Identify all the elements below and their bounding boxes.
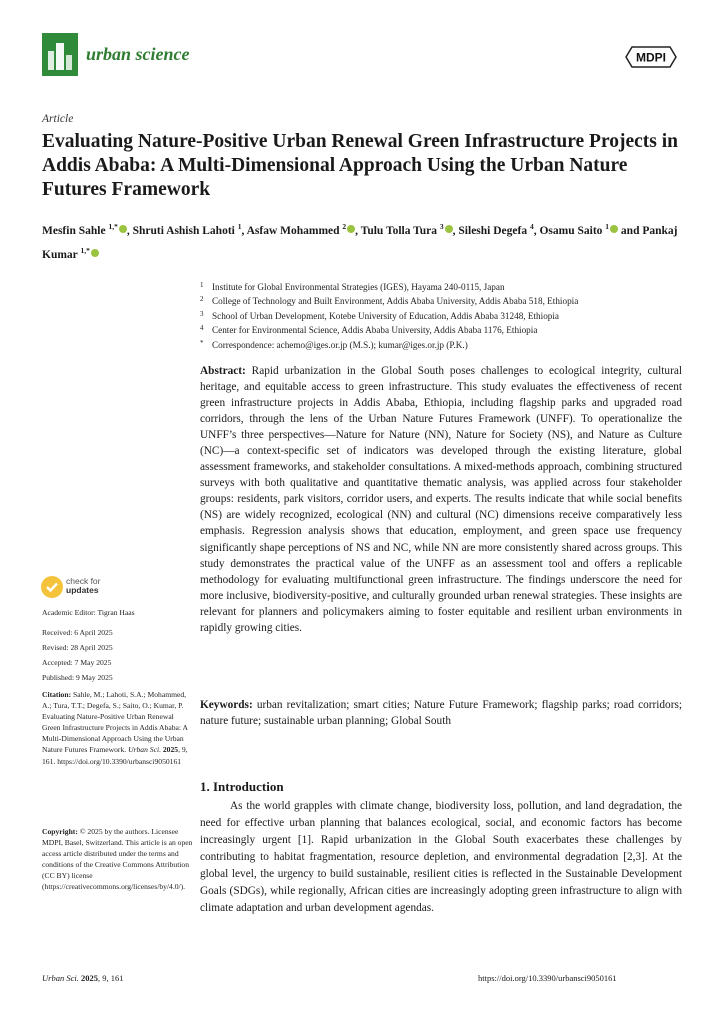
copyright-text: © 2025 by the authors. Licensee MDPI, Basel, Switzerland. This article is an open access article distributed under the terms and conditions of the Creative Commons Attribution (CC BY) license (https://creativecommons.org/licenses/by/4.0/). bbox=[42, 827, 193, 892]
article-title: Evaluating Nature-Positive Urban Renewal Green Infrastructure Projects in Addis Ababa: A Multi-Dimensional Approach Using the Urban Nature Futures Framework bbox=[42, 131, 679, 200]
footer-year: 2025 bbox=[80, 973, 98, 983]
abstract-text: Rapid urbanization in the Global South poses challenges to ecological integrity, cultural heritage, and equitable access to green infrastructure. This study evaluates the effectiveness of recent green infrastructure projects in Addis Ababa, Ethiopia, including flagship parks and upgraded road corridors, through the lens of the Urban Nature Futures Framework (UNFF). To operationalize the UNFF’s three perspectives—Nature for Nature (NN), Nature for Society (NS), and Nature as Culture (NC)—a context-specific set of indicators was developed through the existing literature, global assessment frameworks, and stakeholder consultations. A mixed-methods approach, combining structured surveys with both qualitative and quantitative thematic analysis, was applied across four stakeholder groups: residents, park visitors, corridor users, and experts. The results indicate that while social benefits (NS) are widely recognized, ecological (NN) and cultural (NC) dimensions receive comparatively less emphasis. Regression analysis shows that education, employment, and green space use frequency significantly shape perceptions of NS and NC, while NN are more consistently shared across groups. This study demonstrates the practical value of the UNFF as an assessment tool and offers a replicable methodology for evaluating multifunctional green infrastructure. The findings underscore the need for more inclusive, biodiversity-positive, and culturally grounded urban renewal strategies. These insights are relevant for planners and policymakers aiming to foster equitable and resilient urban environments in rapidly growing cities. bbox=[200, 365, 682, 634]
affiliation-item bbox=[200, 337, 700, 351]
affiliation-text: Correspondence: achemo@iges.or.jp (M.S.); kumar@iges.or.jp (P.K.) bbox=[212, 339, 468, 350]
citation-text: Sahle, M.; Lahoti, S.A.; Mohammed, A.; Tura, T.T.; Degefa, S.; Saito, O.; Kumar, P. Evaluating Nature-Positive Urban Renewal Green Infrastructure Projects in Addis Ababa: A Multi-Dimensional Approach Using the Urban Nature Futures Framework. bbox=[42, 690, 188, 755]
orcid-icon[interactable] bbox=[119, 225, 127, 233]
introduction-paragraph: As the world grapples with climate change, biodiversity loss, pollution, and land degradation, the need for effective urban planning that balances ecological, social, and economic factors has become increasingly urgent [1]. Rapid urbanization in the Global South exacerbates these challenges by contributing to habitat fragmentation, resource depletion, and environmental degradation [2,3]. At the global level, the urgency to build sustainable, resilient cities is reflected in the Sustainable Development Goals (SDGs), while regionally, African cities are increasingly adopting green infrastructure to align with climate adaptation and urban development agendas. bbox=[200, 800, 682, 914]
footer-journal: Urban Sci. bbox=[42, 973, 79, 983]
affiliations bbox=[200, 279, 700, 351]
article-type-label: Article bbox=[42, 113, 74, 125]
affiliation-number: 4 bbox=[200, 324, 204, 333]
author-name[interactable]: Pankaj Kumar bbox=[42, 224, 678, 261]
citation-label: Citation: bbox=[42, 690, 72, 699]
date-accepted: Accepted: 7 May 2025 bbox=[42, 658, 112, 667]
author-name[interactable]: Shruti Ashish Lahoti bbox=[132, 224, 235, 237]
keywords-text: urban revitalization; smart cities; Nature Future Framework; flagship parks; road corridors; nature future; sustainable urban planning; Global South bbox=[200, 699, 682, 727]
author-join: and bbox=[620, 224, 640, 237]
footer-volume: , 9, 161 bbox=[97, 973, 124, 983]
academic-editor: Academic Editor: Tigran Haas bbox=[42, 608, 135, 617]
date-received: Received: 6 April 2025 bbox=[42, 628, 113, 637]
affiliation-item bbox=[200, 279, 700, 293]
affiliation-number: 3 bbox=[200, 309, 204, 318]
citation-block bbox=[42, 689, 194, 767]
abstract bbox=[200, 363, 682, 636]
footer-citation bbox=[42, 973, 123, 983]
affiliation-item bbox=[200, 322, 700, 336]
affiliation-text: School of Urban Development, Kotebe University of Education, Addis Ababa 31248, Ethiopia bbox=[212, 310, 560, 321]
author-name[interactable]: Tulu Tolla Tura bbox=[360, 224, 438, 237]
affiliation-item bbox=[200, 293, 700, 307]
affiliation-item bbox=[200, 308, 700, 322]
author-affiliation-marker: 3 bbox=[439, 222, 444, 231]
abstract-label: Abstract: bbox=[200, 365, 246, 377]
author-list: Mesfin Sahle $^{1,*}$ , Shruti Ashish Lahoti $^1$, Asfaw Mohammed $^2$ , Tulu Tolla Tura $^3$ , Sileshi Degefa $^4$, Osamu Saito $^1$ and Pankaj Kumar $^{1,*}$ bbox=[42, 222, 678, 261]
author-affiliation-marker: 1,* bbox=[80, 245, 90, 255]
date-revised: Revised: 28 April 2025 bbox=[42, 643, 113, 652]
author-name[interactable]: Mesfin Sahle bbox=[42, 224, 106, 237]
affiliation-text: Center for Environmental Science, Addis Ababa University, Addis Ababa 1176, Ethiopia bbox=[212, 325, 538, 336]
orcid-icon[interactable] bbox=[610, 225, 618, 233]
check-line2: updates bbox=[66, 585, 99, 595]
check-for-updates-link[interactable] bbox=[66, 577, 101, 595]
orcid-icon[interactable] bbox=[91, 249, 99, 257]
author-affiliation-marker: 4 bbox=[529, 222, 534, 231]
journal-name[interactable]: urban science bbox=[86, 44, 190, 64]
author-affiliation-marker: 1 bbox=[605, 222, 610, 231]
orcid-icon[interactable] bbox=[347, 225, 355, 233]
citation-rest[interactable]: , 9, 161. https://doi.org/10.3390/urbansci9050161 bbox=[42, 745, 188, 766]
author-name[interactable]: Osamu Saito bbox=[539, 224, 603, 237]
copyright-label: Copyright: bbox=[42, 827, 78, 836]
citation-journal: Urban Sci. bbox=[128, 745, 161, 755]
affiliation-number: 1 bbox=[200, 281, 204, 289]
journal-logo bbox=[42, 33, 78, 76]
author-name[interactable]: Sileshi Degefa bbox=[458, 224, 528, 237]
section-heading-introduction: 1. Introduction bbox=[200, 779, 284, 794]
svg-text:MDPI: MDPI bbox=[636, 50, 666, 65]
affiliation-text: College of Technology and Built Environment, Addis Ababa University, Addis Ababa 518, Ethiopia bbox=[212, 296, 579, 307]
date-published: Published: 9 May 2025 bbox=[42, 673, 113, 682]
keywords bbox=[200, 697, 682, 729]
footer-doi-link[interactable]: https://doi.org/10.3390/urbansci9050161 bbox=[478, 973, 617, 983]
author-affiliation-marker: 1,* bbox=[108, 222, 118, 231]
check-for-updates-icon[interactable] bbox=[40, 575, 64, 599]
citation-year: 2025 bbox=[162, 745, 179, 755]
affiliation-number: * bbox=[200, 338, 204, 347]
copyright-block bbox=[42, 826, 194, 893]
orcid-icon[interactable] bbox=[445, 225, 453, 233]
affiliation-text: Institute for Global Environmental Strategies (IGES), Hayama 240-0115, Japan bbox=[212, 282, 505, 292]
check-line1: check for bbox=[66, 576, 101, 586]
author-name[interactable]: Asfaw Mohammed bbox=[246, 224, 340, 237]
affiliation-number: 2 bbox=[200, 295, 204, 304]
author-affiliation-marker: 1 bbox=[237, 222, 242, 231]
keywords-label: Keywords: bbox=[200, 699, 253, 711]
mdpi-logo[interactable] bbox=[624, 44, 678, 70]
author-affiliation-marker: 2 bbox=[342, 222, 347, 231]
